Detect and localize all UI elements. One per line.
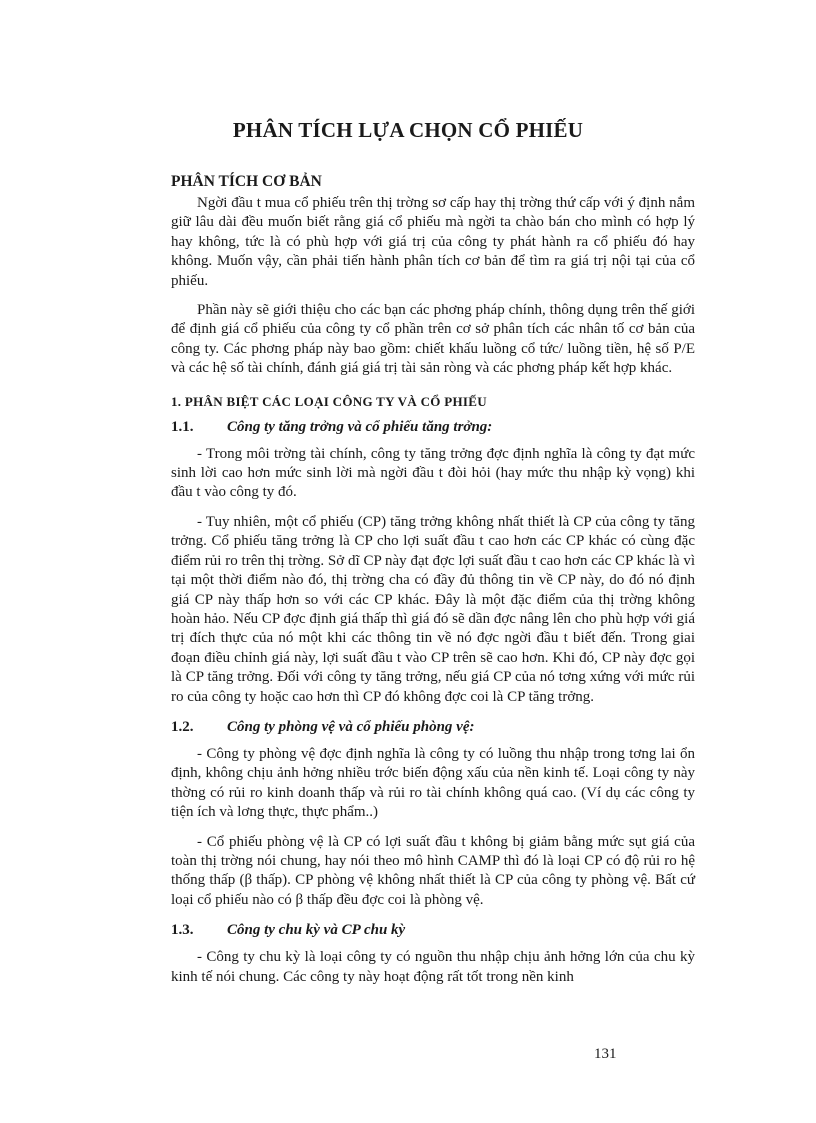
- paragraph: Phần này sẽ giới thiệu cho các bạn các phơng pháp chính, thông dụng trên thế giới để định giá cổ phiếu của công ty cổ phần trên cơ sở phân tích các nhân tố cơ bản của công ty. Các phơng pháp này bao gồm: chiết khấu luồng cổ tức/ luồng tiền, hệ số P/E và các hệ số tài chính, đánh giá giá trị tài sản ròng và các phơng pháp kết hợp khác.: [171, 302, 695, 377]
- subsection-title: Công ty tăng trởng và cổ phiếu tăng trởng:: [227, 418, 493, 435]
- paragraph: - Tuy nhiên, một cổ phiếu (CP) tăng trởng không nhất thiết là CP của công ty tăng trởng. Cổ phiếu tăng trởng là CP cho lợi suất đầu t cao hơn các CP khác có cùng đặc điểm rủi ro trên thị trờng. Sở dĩ CP này đạt đợc lợi suất đầu t cao hơn các CP khác là vì tại một thời điểm nào đó, thị trờng cha có đầy đủ thông tin về CP này, do đó nó định giá CP này thấp hơn so với các CP khác. Đây là một đặc điểm của thị trờng không hoàn hảo. Nếu CP đợc định giá thấp thì giá đó sẽ dần đợc nâng lên cho phù hợp với giá trị đích thực của nó một khi các thông tin về nó đợc ngời đầu t biết đến. Trong giai đoạn điều chỉnh giá này, lợi suất đầu t vào CP trên sẽ cao hơn. Khi đó, CP này đợc gọi là CP tăng trởng. Đối với công ty tăng trởng, nếu giá CP của nó tơng xứng với mức rủi ro của công ty hoặc cao hơn thì CP đó không đợc coi là CP tăng trởng.: [171, 513, 695, 705]
- subsection-1-2-heading: [171, 717, 695, 737]
- subsection-title: Công ty chu kỳ và CP chu kỳ: [227, 922, 406, 939]
- paragraph: - Trong môi trờng tài chính, công ty tăng trởng đợc định nghĩa là công ty đạt mức sinh lời cao hơn mức sinh lời mà ngời đầu t đòi hỏi (hay mức thu nhập kỳ vọng) khi đầu t vào công ty đó.: [171, 445, 695, 501]
- page-number: 131: [594, 1046, 617, 1062]
- subsection-title: Công ty phòng vệ và cổ phiếu phòng vệ:: [227, 718, 475, 735]
- section-1-heading: 1. PHÂN BIỆT CÁC LOẠI CÔNG TY VÀ CỔ PHIẾU: [171, 393, 487, 409]
- subsection-number: 1.3.: [171, 922, 194, 939]
- section-heading: PHÂN TÍCH CƠ BẢN: [171, 173, 322, 190]
- subsection-number: 1.2.: [171, 718, 194, 735]
- subsection-1-3-heading: [171, 920, 695, 940]
- document-body: [171, 172, 695, 997]
- paragraph: - Công ty phòng vệ đợc định nghĩa là công ty có luồng thu nhập trong tơng lai ổn định, không chịu ảnh hởng nhiều trớc biến động xấu của nền kinh tế. Loại công ty này thờng có rủi ro kinh doanh thấp và rủi ro tài chính không quá cao. (Ví dụ các công ty tiện ích và lơng thực, thực phẩm..): [171, 745, 695, 821]
- subsection-number: 1.1.: [171, 418, 194, 435]
- paragraph: - Công ty chu kỳ là loại công ty có nguồn thu nhập chịu ảnh hởng lớn của chu kỳ kinh tế nói chung. Các công ty này hoạt động rất tốt trong nền kinh: [171, 949, 695, 985]
- paragraph: - Cổ phiếu phòng vệ là CP có lợi suất đầu t không bị giảm bằng mức sụt giá của toàn thị trờng nói chung, hay nói theo mô hình CAMP thì đó là loại CP có độ rủi ro hệ thống thấp (β thấp). CP phòng vệ không nhất thiết là CP của công ty phòng vệ. Bất cứ loại cổ phiếu nào có β thấp đều đợc coi là phòng vệ.: [171, 833, 695, 908]
- subsection-1-1-heading: [171, 417, 695, 437]
- page-title: PHÂN TÍCH LỰA CHỌN CỔ PHIẾU: [232, 118, 584, 142]
- paragraph: Ngời đầu t mua cổ phiếu trên thị trờng sơ cấp hay thị trờng thứ cấp với ý định nắm giữ lâu dài đều muốn biết rằng giá cổ phiếu mà ngời ta chào bán cho mình có hợp lý hay không, tức là có phù hợp với giá trị của công ty phát hành ra cổ phiếu đó hay không. Muốn vậy, cần phải tiến hành phân tích cơ bản để tìm ra giá trị nội tại của cổ phiếu.: [171, 195, 695, 289]
